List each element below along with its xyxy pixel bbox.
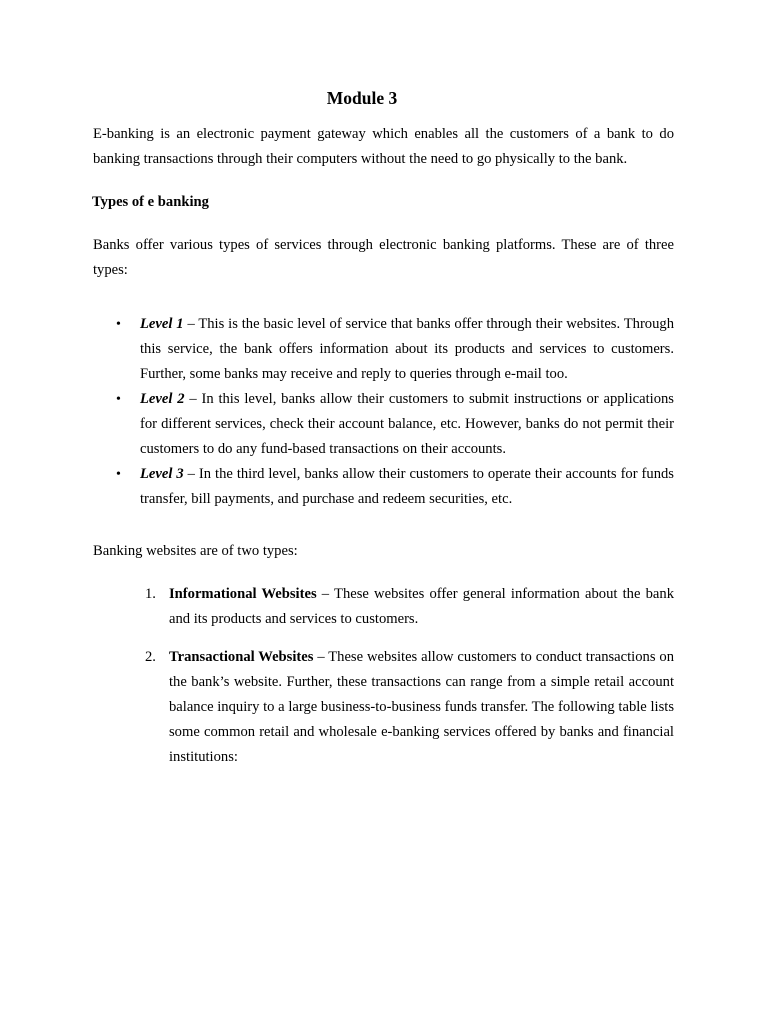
section-heading: Types of e banking [92, 194, 209, 210]
list-number: 1. [145, 586, 156, 602]
list-number: 2. [145, 649, 156, 665]
websites-intro-paragraph: Banking websites are of two types: [93, 543, 298, 559]
page-title: Module 3 [326, 88, 398, 108]
website-type-label: Informational Websites [169, 586, 317, 602]
bullet-icon: • [116, 392, 121, 407]
website-type-text: – These websites allow customers to conduct transactions on the bank’s website. Further, these transactions can range from a simple retail account balance inquiry to a large business-to-business funds transfer. The following table lists some common retail and wholesale e-banking services offered by banks and financial institutions: [169, 649, 674, 765]
intro-paragraph: E-banking is an electronic payment gateway which enables all the customers of a bank to do banking transactions through their computers without the need to go physically to the bank. [93, 126, 674, 167]
levels-list [93, 312, 674, 512]
bullet-icon: • [116, 467, 121, 482]
level-label: Level 3 [140, 466, 184, 482]
website-types-list-2 [93, 645, 674, 770]
level-label: Level 1 [140, 316, 184, 332]
list-item [93, 582, 674, 632]
website-type-label: Transactional Websites [169, 649, 314, 665]
level-text: – In this level, banks allow their customers to submit instructions or applications for different services, check their account balance, etc. However, banks do not permit their customers to do any fund-based transactions on their accounts. [140, 391, 674, 457]
website-type-text: – These websites offer general information about the bank and its products and services to customers. [169, 586, 674, 627]
level-text: – In the third level, banks allow their customers to operate their accounts for funds transfer, bill payments, and purchase and redeem securities, etc. [140, 466, 674, 507]
website-types-list-1 [93, 582, 674, 632]
list-item [93, 387, 674, 462]
bullet-icon: • [116, 317, 121, 332]
list-item [93, 312, 674, 387]
list-item [93, 462, 674, 512]
level-text: – This is the basic level of service that banks offer through their websites. Through this service, the bank offers information about its products and services to customers. Further, some banks may receive and reply to queries through e-mail too. [140, 316, 674, 382]
types-intro-paragraph: Banks offer various types of services through electronic banking platforms. These are of three types: [93, 237, 674, 278]
level-label: Level 2 [140, 391, 185, 407]
list-item [93, 645, 674, 770]
